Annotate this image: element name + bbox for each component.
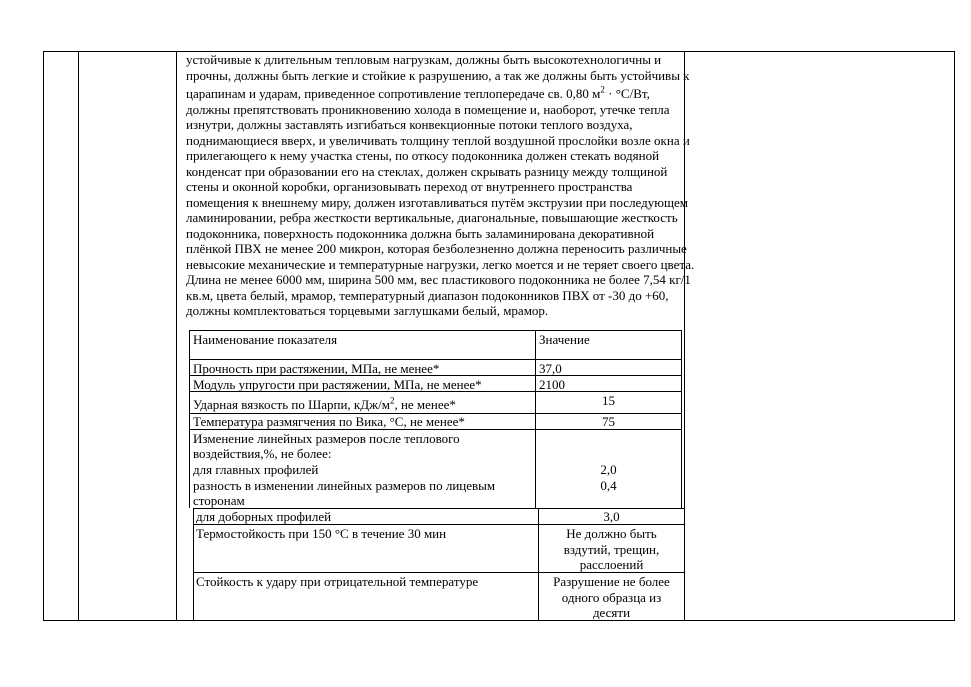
paragraph-line: должны препятствовать проникновению холода в помещение и, наоборот, утечке тепла — [186, 101, 670, 117]
table-row-name: Стойкость к удару при отрицательной температуре — [196, 574, 479, 589]
table-row-name-impact — [193, 397, 456, 413]
unit-superscript: 2 — [600, 84, 605, 95]
unit-tail: · °С/Вт, — [604, 86, 650, 101]
paragraph-line: Длина не менее 6000 мм, ширина 500 мм, вес пластикового подоконника не более 7,54 кг/1 — [186, 272, 691, 287]
table-row-name: Термостойкость при 150 °С в течение 30 мин — [196, 526, 447, 541]
paragraph-line: помещения к внешнему миру, должен изготавливаться путём экструзии при последующем — [186, 194, 688, 210]
table-rule — [189, 330, 681, 331]
table-row-value: Не должно быть — [566, 526, 657, 541]
table-row-name: воздействия,%, не более: — [193, 446, 332, 461]
table-row-value: Разрушение не более — [553, 574, 670, 589]
table-row-value: 3,0 — [603, 509, 620, 524]
paragraph-line: должны комплектоваться торцевыми заглушками белый, мрамор. — [186, 303, 549, 318]
table-row-name: разность в изменении линейных размеров по лицевым — [193, 478, 496, 493]
paragraph-line: изнутри, должны заставлять изгибаться конвекционные потоки теплого воздуха, — [186, 117, 633, 132]
column-divider-2 — [176, 51, 177, 621]
table-rule — [681, 330, 682, 508]
table-row-value: 15 — [602, 393, 615, 408]
table-header-value: Значение — [539, 332, 590, 347]
table-row-value: 75 — [602, 414, 615, 429]
table-rule — [189, 359, 681, 360]
table-row-name: сторонам — [193, 493, 245, 508]
paragraph-line: конденсат при образовании его на стеклах, должен скрывать разницу между толщиной — [186, 163, 668, 179]
table-row-value: вздутий, трещин, — [563, 542, 660, 557]
column-divider-1 — [78, 51, 79, 621]
paragraph-line-unit — [186, 86, 746, 102]
table-row-name: Модуль упругости при растяжении, МПа, не менее* — [193, 377, 482, 392]
table-header-name: Наименование показателя — [193, 332, 338, 347]
paragraph-line: прилегающего к нему участка стены, по откосу подоконника должен стекать водяной — [186, 148, 660, 163]
table-row-value: десяти — [592, 605, 631, 620]
table-rule — [189, 330, 190, 508]
paragraph-line: кв.м, цвета белый, мрамор, температурный диапазон подоконников ПВХ от -30 до +60, — [186, 287, 669, 303]
paragraph-line: поднимающиеся вверх, и увеличивать толщину теплой воздушной прослойки возле окна и — [186, 132, 690, 148]
table-rule — [193, 508, 194, 620]
table-row-value: расслоений — [579, 557, 644, 572]
table-row-superscript: 2 — [389, 395, 395, 406]
table-row-name: Температура размягчения по Вика, °С, не менее* — [193, 414, 465, 429]
paragraph-line: царапинам и ударам, приведенное сопротивление теплопередаче св. 0,80 м — [186, 86, 601, 101]
paragraph-line: прочны, должны быть легкие и стойкие к разрушению, а так же должны быть устойчивы к — [186, 67, 690, 83]
paragraph-line: невысокие механические и температурные нагрузки, легко моется и не теряет своего цвета. — [186, 256, 695, 272]
table-row-name: Прочность при растяжении, МПа, не менее* — [193, 361, 440, 376]
table-row-name: для доборных профилей — [196, 509, 332, 524]
table-row-value: 37,0 — [539, 361, 562, 376]
paragraph-line: плёнкой ПВХ не менее 200 микрон, которая безболезненно должна переносить различные — [186, 241, 687, 256]
paragraph-line: ламинировании, ребра жесткости вертикальные, диагональные, повышающие жесткость — [186, 210, 678, 225]
table-row-value: 2,0 — [600, 462, 617, 477]
paragraph-line: подоконника, поверхность подоконника должна быть заламинирована декоративной — [186, 225, 655, 241]
table-row-value: одного образца из — [561, 590, 662, 605]
table-row-name: Изменение линейных размеров после теплового — [193, 431, 460, 446]
table-row-value: 2100 — [539, 377, 565, 392]
paragraph-line: устойчивые к длительным тепловым нагрузкам, должны быть высокотехнологичны и — [186, 52, 662, 67]
specification-paragraph — [186, 52, 746, 319]
table-row-name: Ударная вязкость по Шарпи, кДж/м — [193, 397, 390, 412]
table-row-name: для главных профилей — [193, 462, 319, 477]
paragraph-line: стены и оконной коробки, организовывать переход от внутреннего пространства — [186, 179, 633, 194]
table-row-value: 0,4 — [600, 478, 617, 493]
table-row-name-tail: , не менее* — [394, 397, 456, 412]
